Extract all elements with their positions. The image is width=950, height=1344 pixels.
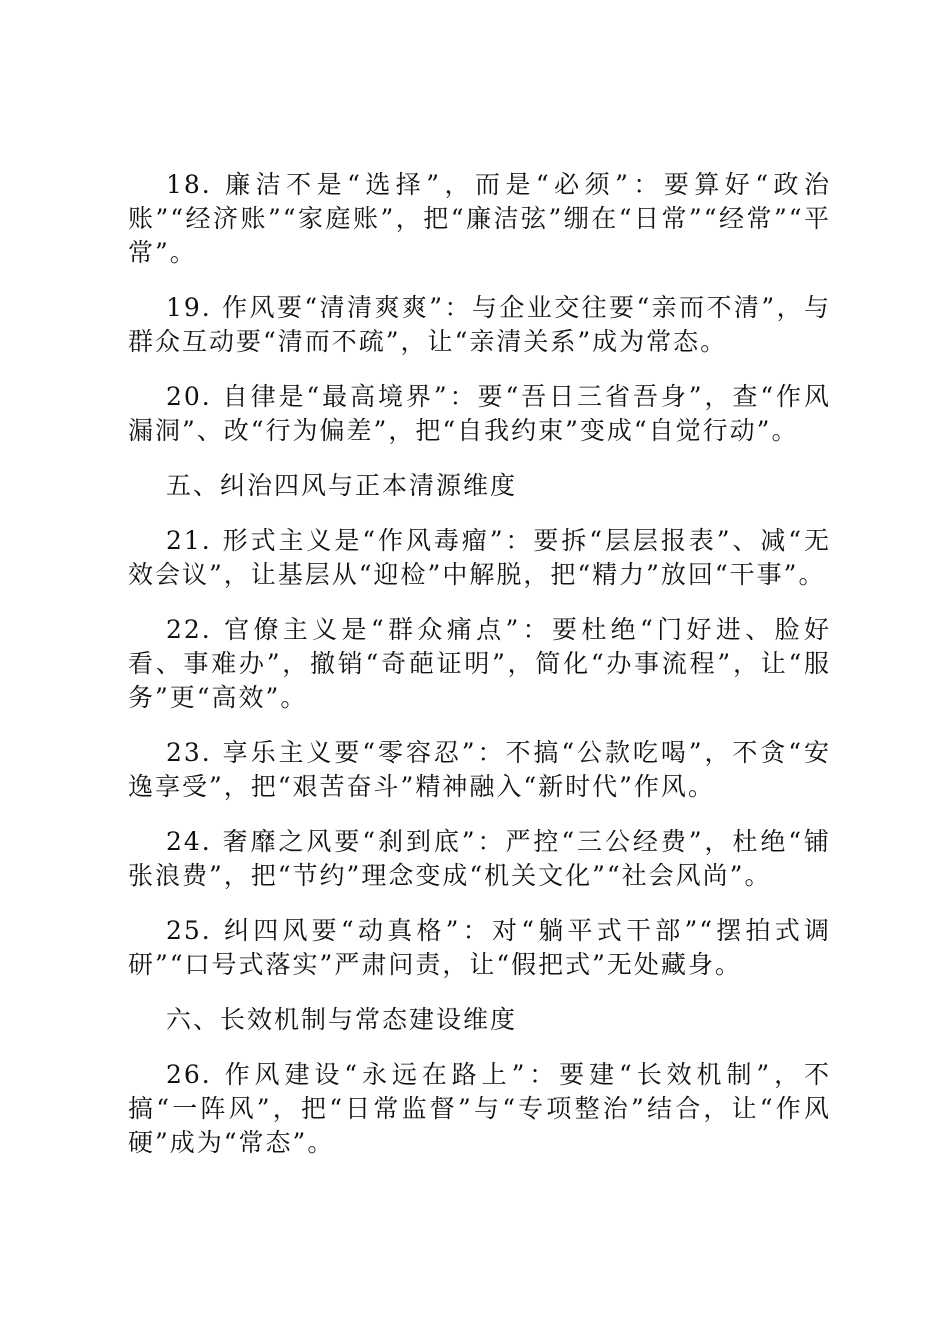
- item-26: 26. 作风建设“永远在路上”：要建“长效机制”，不搞“一阵风”，把“日常监督”与“专项整治”结合，让“作风硬”成为“常态”。: [128, 1060, 831, 1157]
- item-20: 20. 自律是“最高境界”：要“吾日三省吾身”，查“作风漏洞”、改“行为偏差”，把“自我约束”变成“自觉行动”。: [128, 382, 831, 445]
- item-21: 21. 形式主义是“作风毒瘤”：要拆“层层报表”、减“无效会议”，让基层从“迎检”中解脱，把“精力”放回“干事”。: [128, 526, 831, 589]
- document-body: [128, 168, 831, 1181]
- item-23: 23. 享乐主义要“零容忍”：不搞“公款吃喝”，不贪“安逸享受”，把“艰苦奋斗”精神融入“新时代”作风。: [128, 738, 831, 801]
- item-24: 24. 奢靡之风要“刹到底”：严控“三公经费”，杜绝“铺张浪费”，把“节约”理念变成“机关文化”“社会风尚”。: [128, 827, 831, 890]
- item-18: 18. 廉洁不是“选择”，而是“必须”：要算好“政治账”“经济账”“家庭账”，把“廉洁弦”绷在“日常”“经常”“平常”。: [128, 170, 831, 267]
- section-heading-6: 六、长效机制与常态建设维度: [166, 1005, 518, 1034]
- section-heading-5: 五、纠治四风与正本清源维度: [166, 471, 518, 500]
- item-22: 22. 官僚主义是“群众痛点”：要杜绝“门好进、脸好看、事难办”，撤销“奇葩证明”，简化“办事流程”，让“服务”更“高效”。: [128, 615, 831, 712]
- item-25: 25. 纠四风要“动真格”：对“躺平式干部”“摆拍式调研”“口号式落实”严肃问责，让“假把式”无处藏身。: [128, 916, 831, 979]
- item-19: 19. 作风要“清清爽爽”：与企业交往要“亲而不清”，与群众互动要“清而不疏”，让“亲清关系”成为常态。: [128, 293, 831, 356]
